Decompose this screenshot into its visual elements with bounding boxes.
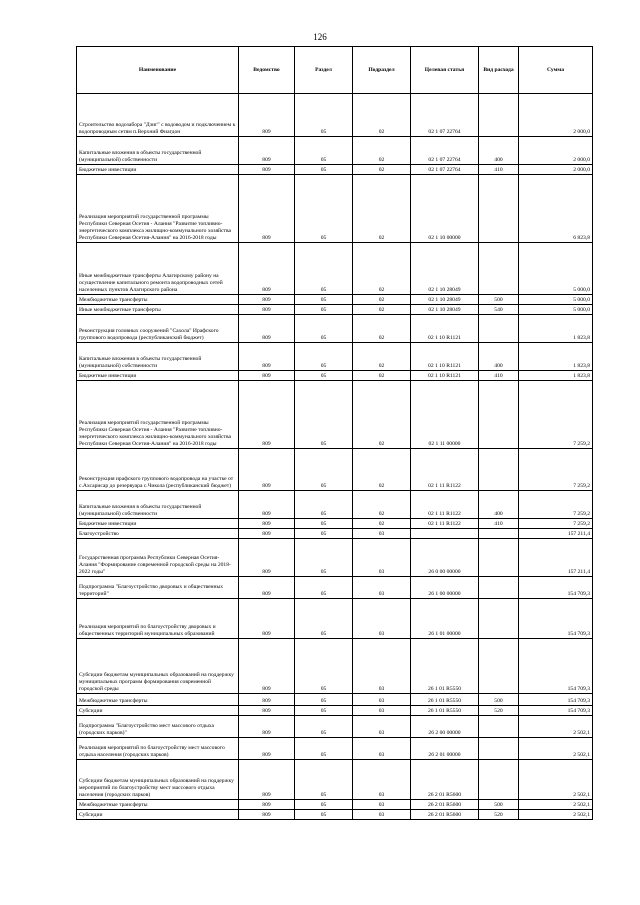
row-name: Реализация мероприятий государственной программы Республики Северная Осетия - Алания "Развитие топливно-энергетического комплекса жилищно-коммунального хозяйства Республики Северная Осетия-Алания" на 2016-2018 годы bbox=[77, 381, 239, 449]
row-subsection: 02 bbox=[353, 305, 411, 315]
row-target: 26 1 01 00000 bbox=[411, 599, 479, 639]
table-row bbox=[77, 639, 593, 694]
row-section: 05 bbox=[295, 175, 353, 243]
row-expense-type bbox=[479, 175, 519, 243]
row-name: Межбюджетные трансферты bbox=[77, 295, 239, 305]
row-expense-type bbox=[479, 529, 519, 539]
row-amount: 1 823,8 bbox=[519, 371, 593, 381]
row-subsection: 02 bbox=[353, 137, 411, 165]
row-subsection: 02 bbox=[353, 519, 411, 529]
row-amount: 2 502,1 bbox=[519, 716, 593, 738]
row-name: Благоустройство bbox=[77, 529, 239, 539]
row-section: 05 bbox=[295, 315, 353, 343]
row-ministry: 809 bbox=[239, 165, 295, 175]
header-ministry: Ведомство bbox=[239, 47, 295, 94]
row-ministry: 809 bbox=[239, 137, 295, 165]
row-expense-type bbox=[479, 738, 519, 760]
table-row bbox=[77, 706, 593, 716]
row-target: 02 1 10 R1121 bbox=[411, 371, 479, 381]
row-amount: 5 000,0 bbox=[519, 305, 593, 315]
row-name: Бюджетные инвестиции bbox=[77, 519, 239, 529]
row-name: Субсидии bbox=[77, 810, 239, 820]
row-expense-type: 540 bbox=[479, 305, 519, 315]
row-expense-type: 500 bbox=[479, 694, 519, 706]
row-amount: 2 502,1 bbox=[519, 760, 593, 800]
row-section: 05 bbox=[295, 381, 353, 449]
row-expense-type bbox=[479, 449, 519, 491]
row-amount: 2 000,0 bbox=[519, 165, 593, 175]
row-expense-type: 500 bbox=[479, 800, 519, 810]
row-expense-type bbox=[479, 381, 519, 449]
row-subsection: 03 bbox=[353, 760, 411, 800]
row-name: Реконструкция головных сооружений "Сахола" Ирафского группового водопровода (республиканский бюджет) bbox=[77, 315, 239, 343]
row-section: 05 bbox=[295, 760, 353, 800]
row-section: 05 bbox=[295, 137, 353, 165]
row-target: 02 1 10 28049 bbox=[411, 295, 479, 305]
header-subsection: Подраздел bbox=[353, 47, 411, 94]
row-section: 05 bbox=[295, 529, 353, 539]
row-target: 26 1 01 R5550 bbox=[411, 694, 479, 706]
header-target: Целевая статья bbox=[411, 47, 479, 94]
row-ministry: 809 bbox=[239, 315, 295, 343]
table-row bbox=[77, 800, 593, 810]
row-expense-type: 400 bbox=[479, 491, 519, 519]
row-section: 05 bbox=[295, 738, 353, 760]
row-name: Реализация мероприятий государственной программы Республики Северная Осетия - Алания "Развитие топливно-энергетического комплекса жилищно-коммунального хозяйства Республики Северная Осетия-Алания" на 2016-2018 годы bbox=[77, 175, 239, 243]
row-ministry: 809 bbox=[239, 577, 295, 599]
row-name: Бюджетные инвестиции bbox=[77, 371, 239, 381]
row-amount: 7 259,2 bbox=[519, 519, 593, 529]
row-ministry: 809 bbox=[239, 706, 295, 716]
row-subsection: 03 bbox=[353, 577, 411, 599]
table-row bbox=[77, 529, 593, 539]
row-amount: 154 709,3 bbox=[519, 639, 593, 694]
row-subsection: 03 bbox=[353, 706, 411, 716]
row-amount: 2 502,1 bbox=[519, 738, 593, 760]
row-section: 05 bbox=[295, 810, 353, 820]
row-section: 05 bbox=[295, 94, 353, 137]
table-row bbox=[77, 243, 593, 295]
row-section: 05 bbox=[295, 639, 353, 694]
row-target: 02 1 07 22764 bbox=[411, 94, 479, 137]
row-ministry: 809 bbox=[239, 449, 295, 491]
row-amount: 7 259,2 bbox=[519, 449, 593, 491]
page-number: 126 bbox=[313, 32, 327, 42]
row-section: 05 bbox=[295, 165, 353, 175]
row-ministry: 809 bbox=[239, 599, 295, 639]
table-row bbox=[77, 449, 593, 491]
table-row bbox=[77, 305, 593, 315]
row-section: 05 bbox=[295, 343, 353, 371]
row-ministry: 809 bbox=[239, 800, 295, 810]
table-row bbox=[77, 810, 593, 820]
row-name: Государственная программа Республики Северная Осетия-Алания "Формирование современной городской среды на 2018-2022 годы" bbox=[77, 539, 239, 577]
row-amount: 1 823,8 bbox=[519, 315, 593, 343]
table-row bbox=[77, 760, 593, 800]
row-target: 02 1 11 R1122 bbox=[411, 449, 479, 491]
header-name: Наименование bbox=[77, 47, 239, 94]
row-target: 02 1 10 R1121 bbox=[411, 315, 479, 343]
row-ministry: 809 bbox=[239, 738, 295, 760]
row-subsection: 03 bbox=[353, 800, 411, 810]
row-expense-type: 410 bbox=[479, 371, 519, 381]
row-expense-type: 400 bbox=[479, 137, 519, 165]
row-expense-type bbox=[479, 639, 519, 694]
row-expense-type bbox=[479, 94, 519, 137]
row-target: 26 0 00 00000 bbox=[411, 539, 479, 577]
table-row bbox=[77, 137, 593, 165]
row-ministry: 809 bbox=[239, 810, 295, 820]
row-ministry: 809 bbox=[239, 539, 295, 577]
row-expense-type bbox=[479, 599, 519, 639]
row-ministry: 809 bbox=[239, 519, 295, 529]
row-section: 05 bbox=[295, 599, 353, 639]
row-target: 26 1 01 R5550 bbox=[411, 706, 479, 716]
table-row bbox=[77, 94, 593, 137]
row-subsection: 03 bbox=[353, 539, 411, 577]
row-name: Реализация мероприятий по благоустройству дворовых и общественных территорий муниципальных образований bbox=[77, 599, 239, 639]
row-expense-type bbox=[479, 243, 519, 295]
table-row bbox=[77, 315, 593, 343]
row-ministry: 809 bbox=[239, 694, 295, 706]
row-subsection: 02 bbox=[353, 175, 411, 243]
row-subsection: 03 bbox=[353, 639, 411, 694]
row-amount: 157 211,4 bbox=[519, 529, 593, 539]
row-ministry: 809 bbox=[239, 760, 295, 800]
row-target bbox=[411, 529, 479, 539]
row-section: 05 bbox=[295, 716, 353, 738]
row-subsection: 02 bbox=[353, 243, 411, 295]
row-section: 05 bbox=[295, 706, 353, 716]
row-section: 05 bbox=[295, 577, 353, 599]
row-amount: 154 709,3 bbox=[519, 577, 593, 599]
row-name: Межбюджетные трансферты bbox=[77, 694, 239, 706]
row-subsection: 02 bbox=[353, 315, 411, 343]
row-subsection: 02 bbox=[353, 295, 411, 305]
row-ministry: 809 bbox=[239, 305, 295, 315]
row-section: 05 bbox=[295, 539, 353, 577]
row-target: 26 2 01 R5600 bbox=[411, 760, 479, 800]
table-header-row bbox=[77, 47, 593, 94]
table-row bbox=[77, 371, 593, 381]
row-amount: 2 000,0 bbox=[519, 137, 593, 165]
row-name: Подпрограмма "Благоустройство дворовых и общественных территорий" bbox=[77, 577, 239, 599]
table-row bbox=[77, 738, 593, 760]
table-row bbox=[77, 577, 593, 599]
header-amount: Сумма bbox=[519, 47, 593, 94]
row-ministry: 809 bbox=[239, 371, 295, 381]
row-target: 02 1 11 00000 bbox=[411, 381, 479, 449]
row-target: 02 1 07 22764 bbox=[411, 165, 479, 175]
row-subsection: 02 bbox=[353, 371, 411, 381]
table-row bbox=[77, 539, 593, 577]
row-target: 02 1 07 22764 bbox=[411, 137, 479, 165]
table-row bbox=[77, 165, 593, 175]
row-subsection: 02 bbox=[353, 381, 411, 449]
row-expense-type: 500 bbox=[479, 295, 519, 305]
row-target: 02 1 11 R1122 bbox=[411, 519, 479, 529]
row-expense-type bbox=[479, 760, 519, 800]
row-amount: 5 000,0 bbox=[519, 243, 593, 295]
table-row bbox=[77, 716, 593, 738]
row-target: 26 1 01 R5550 bbox=[411, 639, 479, 694]
row-subsection: 02 bbox=[353, 343, 411, 371]
row-ministry: 809 bbox=[239, 529, 295, 539]
row-name: Строительство водозабора "Дзиг" с водоводом и подключением к водопроводным сетям п.Верхний Фиагдон bbox=[77, 94, 239, 137]
row-subsection: 02 bbox=[353, 94, 411, 137]
row-amount: 154 709,3 bbox=[519, 694, 593, 706]
row-subsection: 03 bbox=[353, 694, 411, 706]
table-row bbox=[77, 491, 593, 519]
row-name: Капитальные вложения в объекты государственной (муниципальной) собственности bbox=[77, 137, 239, 165]
table-row bbox=[77, 381, 593, 449]
row-ministry: 809 bbox=[239, 343, 295, 371]
row-amount: 5 000,0 bbox=[519, 295, 593, 305]
row-section: 05 bbox=[295, 371, 353, 381]
row-target: 26 2 01 00000 bbox=[411, 738, 479, 760]
row-expense-type: 400 bbox=[479, 343, 519, 371]
row-ministry: 809 bbox=[239, 491, 295, 519]
row-target: 02 1 11 R1122 bbox=[411, 491, 479, 519]
row-section: 05 bbox=[295, 519, 353, 529]
row-subsection: 03 bbox=[353, 738, 411, 760]
row-expense-type: 520 bbox=[479, 810, 519, 820]
row-amount: 154 709,3 bbox=[519, 599, 593, 639]
row-target: 02 1 10 28049 bbox=[411, 243, 479, 295]
row-ministry: 809 bbox=[239, 716, 295, 738]
row-subsection: 02 bbox=[353, 491, 411, 519]
row-target: 02 1 10 28049 bbox=[411, 305, 479, 315]
row-expense-type bbox=[479, 315, 519, 343]
row-section: 05 bbox=[295, 694, 353, 706]
row-section: 05 bbox=[295, 449, 353, 491]
row-amount: 2 000,0 bbox=[519, 94, 593, 137]
row-name: Реализация мероприятий по благоустройству мест массового отдыха населения (городских парков) bbox=[77, 738, 239, 760]
row-name: Субсидии бюджетам муниципальных образований на поддержку мероприятий по благоустройству мест массового отдыха населения (городских парков) bbox=[77, 760, 239, 800]
row-name: Субсидии bbox=[77, 706, 239, 716]
row-section: 05 bbox=[295, 243, 353, 295]
row-amount: 7 259,2 bbox=[519, 381, 593, 449]
table-row bbox=[77, 694, 593, 706]
row-subsection: 03 bbox=[353, 810, 411, 820]
table-row bbox=[77, 519, 593, 529]
row-name: Иные межбюджетные трансферты Алагирскому району на осуществление капитального ремонта водопроводных сетей населенных пунктов Алагирского района bbox=[77, 243, 239, 295]
row-target: 26 2 01 R5600 bbox=[411, 810, 479, 820]
row-ministry: 809 bbox=[239, 94, 295, 137]
row-name: Субсидии бюджетам муниципальных образований на поддержку муниципальных программ формирования современной городской среды bbox=[77, 639, 239, 694]
row-target: 26 2 00 00000 bbox=[411, 716, 479, 738]
row-subsection: 02 bbox=[353, 449, 411, 491]
row-expense-type: 520 bbox=[479, 706, 519, 716]
row-target: 26 1 00 00000 bbox=[411, 577, 479, 599]
row-target: 26 2 01 R5600 bbox=[411, 800, 479, 810]
row-name: Капитальные вложения в объекты государственной (муниципальной) собственности bbox=[77, 491, 239, 519]
table-row bbox=[77, 343, 593, 371]
row-amount: 7 259,2 bbox=[519, 491, 593, 519]
row-subsection: 03 bbox=[353, 599, 411, 639]
row-amount: 2 502,1 bbox=[519, 810, 593, 820]
row-name: Бюджетные инвестиции bbox=[77, 165, 239, 175]
row-expense-type bbox=[479, 539, 519, 577]
row-amount: 1 823,8 bbox=[519, 343, 593, 371]
row-ministry: 809 bbox=[239, 243, 295, 295]
row-target: 02 1 10 R1121 bbox=[411, 343, 479, 371]
row-subsection: 03 bbox=[353, 716, 411, 738]
header-section: Раздел bbox=[295, 47, 353, 94]
row-name: Реконструкция ирафского группового водопровода на участке от с.Ахсарисар до резервуара с.Чикола (республиканский бюджет) bbox=[77, 449, 239, 491]
row-expense-type: 410 bbox=[479, 165, 519, 175]
row-subsection: 02 bbox=[353, 165, 411, 175]
row-name: Подпрограмма "Благоустройство мест массового отдыха (городских парков)" bbox=[77, 716, 239, 738]
row-ministry: 809 bbox=[239, 381, 295, 449]
row-expense-type bbox=[479, 716, 519, 738]
row-amount: 154 709,3 bbox=[519, 706, 593, 716]
row-ministry: 809 bbox=[239, 175, 295, 243]
table-row bbox=[77, 295, 593, 305]
row-ministry: 809 bbox=[239, 639, 295, 694]
row-section: 05 bbox=[295, 491, 353, 519]
row-amount: 6 823,8 bbox=[519, 175, 593, 243]
header-expense-type: Вид расхода bbox=[479, 47, 519, 94]
row-section: 05 bbox=[295, 295, 353, 305]
row-expense-type: 410 bbox=[479, 519, 519, 529]
row-name: Иные межбюджетные трансферты bbox=[77, 305, 239, 315]
row-subsection: 03 bbox=[353, 529, 411, 539]
table-row bbox=[77, 599, 593, 639]
row-name: Межбюджетные трансферты bbox=[77, 800, 239, 810]
budget-table bbox=[76, 46, 593, 820]
row-expense-type bbox=[479, 577, 519, 599]
row-section: 05 bbox=[295, 305, 353, 315]
row-name: Капитальные вложения в объекты государственной (муниципальной) собственности bbox=[77, 343, 239, 371]
table-row bbox=[77, 175, 593, 243]
row-amount: 2 502,1 bbox=[519, 800, 593, 810]
row-ministry: 809 bbox=[239, 295, 295, 305]
row-target: 02 1 10 00000 bbox=[411, 175, 479, 243]
row-amount: 157 211,4 bbox=[519, 539, 593, 577]
row-section: 05 bbox=[295, 800, 353, 810]
